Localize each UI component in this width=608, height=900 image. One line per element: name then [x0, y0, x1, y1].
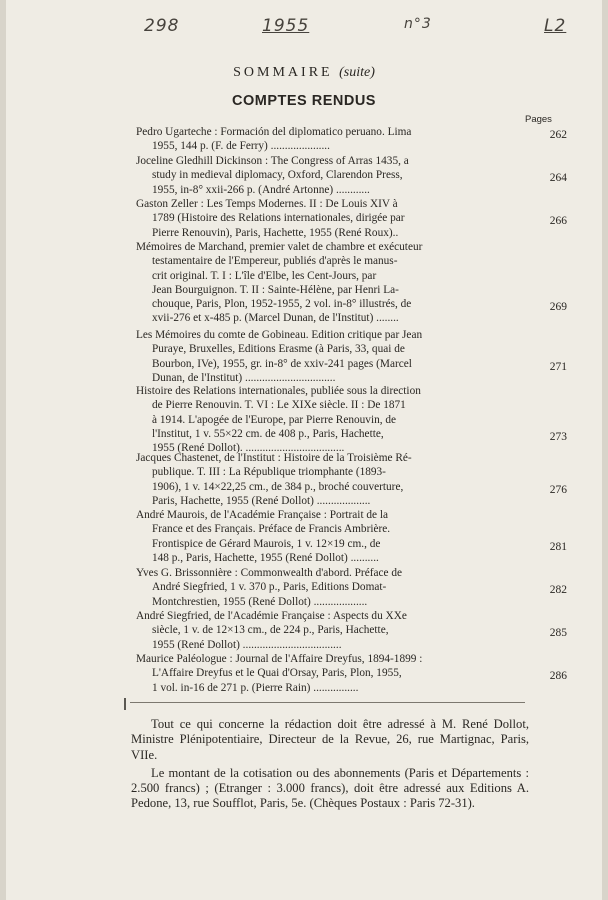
- entry-line: 1955, in-8° xxii-266 p. (André Artonne) ............: [152, 183, 370, 196]
- footer-paragraph: Tout ce qui concerne la rédaction doit être adressé à M. René Dollot, Ministre Plénipotentiaire, Directeur de la Revue, 26, rue Martignac, Paris, VIIe.: [131, 717, 529, 762]
- entry-line: Puraye, Bruxelles, Editions Erasme (à Paris, 33, quai de: [152, 343, 405, 356]
- entry-line: 1955, 144 p. (F. de Ferry) .....................: [152, 140, 330, 153]
- entry-line: 1789 (Histoire des Relations internationales, dirigée par: [152, 212, 405, 225]
- entry-line: Histoire des Relations internationales, publiée sous la direction: [136, 385, 421, 397]
- entry-line: 148 p., Paris, Hachette, 1955 (René Dollot) ..........: [152, 551, 379, 564]
- entry-line: 1955 (René Dollot) ...................................: [152, 638, 342, 651]
- page-title: [0, 65, 608, 81]
- page-number: 285: [549, 627, 567, 640]
- list-item: [136, 154, 524, 197]
- handwritten-annotation: n°3: [404, 16, 432, 32]
- entry-line: Pierre Renouvin), Paris, Hachette, 1955 (René Roux)..: [152, 226, 399, 239]
- list-item: [136, 197, 524, 240]
- entry-line: publique. T. III : La République triomphante (1893-: [152, 466, 386, 479]
- page-number: 281: [549, 540, 567, 553]
- list-item: [136, 384, 524, 455]
- entry-line: l'Institut, 1 v. 55×22 cm. de 408 p., Paris, Hachette,: [152, 427, 384, 440]
- entry-line: Bourbon, IVe), 1955, gr. in-8° de xxiv-241 pages (Marcel: [152, 357, 412, 370]
- entry-line: Maurice Paléologue : Journal de l'Affaire Dreyfus, 1894-1899 :: [136, 653, 423, 665]
- entry-line: Pedro Ugarteche : Formación del diplomatico peruano. Lima: [136, 126, 412, 138]
- handwritten-annotation: L2: [544, 16, 567, 36]
- entry-line: Mémoires de Marchand, premier valet de chambre et exécuteur: [136, 241, 423, 253]
- margin-mark: [124, 698, 126, 710]
- list-item: [136, 609, 524, 652]
- entry-line: Gaston Zeller : Les Temps Modernes. II : De Louis XIV à: [136, 198, 398, 210]
- entry-line: L'Affaire Dreyfus et le Quai d'Orsay, Paris, Plon, 1955,: [152, 667, 402, 680]
- entry-line: Les Mémoires du comte de Gobineau. Edition critique par Jean: [136, 329, 423, 341]
- footer-paragraph: Le montant de la cotisation ou des abonnements (Paris et Départements : 2.500 francs) ; (Etranger : 3.000 francs), doit être adressé aux Editions A. Pedone, 13, rue Soufflot, Paris, 5e. (Chèques Postaux : Paris 72-31).: [131, 765, 529, 811]
- sommaire-suite: (suite): [339, 65, 375, 80]
- page-number: 271: [549, 360, 567, 373]
- entry-line: 1906), 1 v. 14×22,25 cm., de 384 p., broché couverture,: [152, 480, 404, 493]
- entry-line: Frontispice de Gérard Maurois, 1 v. 12×19 cm., de: [152, 537, 381, 550]
- entry-line: André Siegfried, 1 v. 370 p., Paris, Editions Domat-: [152, 581, 387, 594]
- page-number: 273: [549, 430, 567, 443]
- list-item: [136, 328, 524, 385]
- list-item: [136, 652, 524, 695]
- list-item: [136, 240, 524, 326]
- entry-line: testamentaire de l'Empereur, publiés d'après le manus-: [152, 255, 398, 268]
- footer-notice: [131, 717, 529, 815]
- entry-line: Yves G. Brissonnière : Commonwealth d'abord. Préface de: [136, 567, 403, 579]
- sommaire-label: SOMMAIRE: [233, 65, 333, 80]
- page-number: 266: [549, 215, 567, 228]
- entry-line: André Maurois, de l'Académie Française : Portrait de la: [136, 509, 389, 521]
- handwritten-annotation: 1955: [262, 16, 310, 36]
- entry-line: chouque, Paris, Plon, 1952-1955, 2 vol. in-8° illustrés, de: [152, 298, 412, 311]
- pages-column-label: Pages: [525, 114, 552, 125]
- entry-line: Montchrestien, 1955 (René Dollot) ...................: [152, 595, 368, 608]
- page-number: 282: [549, 584, 567, 597]
- page-number: 286: [549, 670, 567, 683]
- list-item: [136, 451, 524, 508]
- handwritten-annotation: 298: [144, 16, 180, 36]
- section-title: COMPTES RENDUS: [232, 93, 376, 109]
- entry-line: 1955 (René Dollot). ...................................: [152, 442, 345, 455]
- entry-line: Jacques Chastenet, de l'Institut : Histoire de la Troisième Ré-: [136, 452, 412, 464]
- entry-line: Jean Bourguignon. T. II : Sainte-Hélène, par Henri La-: [152, 283, 399, 296]
- entry-line: siècle, 1 v. de 12×13 cm., de 224 p., Paris, Hachette,: [152, 624, 389, 637]
- entry-line: Joceline Gledhill Dickinson : The Congress of Arras 1435, a: [136, 155, 409, 167]
- entry-line: Dunan, de l'Institut) ................................: [152, 371, 336, 384]
- page-number: 276: [549, 483, 567, 496]
- entry-line: Paris, Hachette, 1955 (René Dollot) ...................: [152, 494, 371, 507]
- page-edge-left: [0, 0, 6, 900]
- list-item: [136, 508, 524, 565]
- entry-line: à 1914. L'apogée de l'Europe, par Pierre Renouvin, de: [152, 413, 397, 426]
- entry-line: de Pierre Renouvin. T. VI : Le XIXe siècle. II : De 1871: [152, 399, 406, 412]
- list-item: [136, 566, 524, 609]
- entry-line: André Siegfried, de l'Académie Française : Aspects du XXe: [136, 610, 407, 622]
- list-item: [136, 125, 524, 154]
- page-number: 269: [549, 301, 567, 314]
- page-number: 262: [549, 129, 567, 141]
- entry-line: crit original. T. I : L'île d'Elbe, les Cent-Jours, par: [152, 269, 377, 282]
- page-edge-right: [602, 0, 608, 900]
- entry-line: 1 vol. in-16 de 271 p. (Pierre Rain) ................: [152, 681, 359, 694]
- page-number: 264: [549, 172, 567, 185]
- entry-line: xvii-276 et x-485 p. (Marcel Dunan, de l'Institut) ........: [152, 312, 399, 325]
- divider: [130, 702, 525, 703]
- entry-line: study in medieval diplomacy, Oxford, Clarendon Press,: [152, 169, 403, 182]
- entry-line: France et des Français. Préface de Francis Ambrière.: [152, 523, 391, 536]
